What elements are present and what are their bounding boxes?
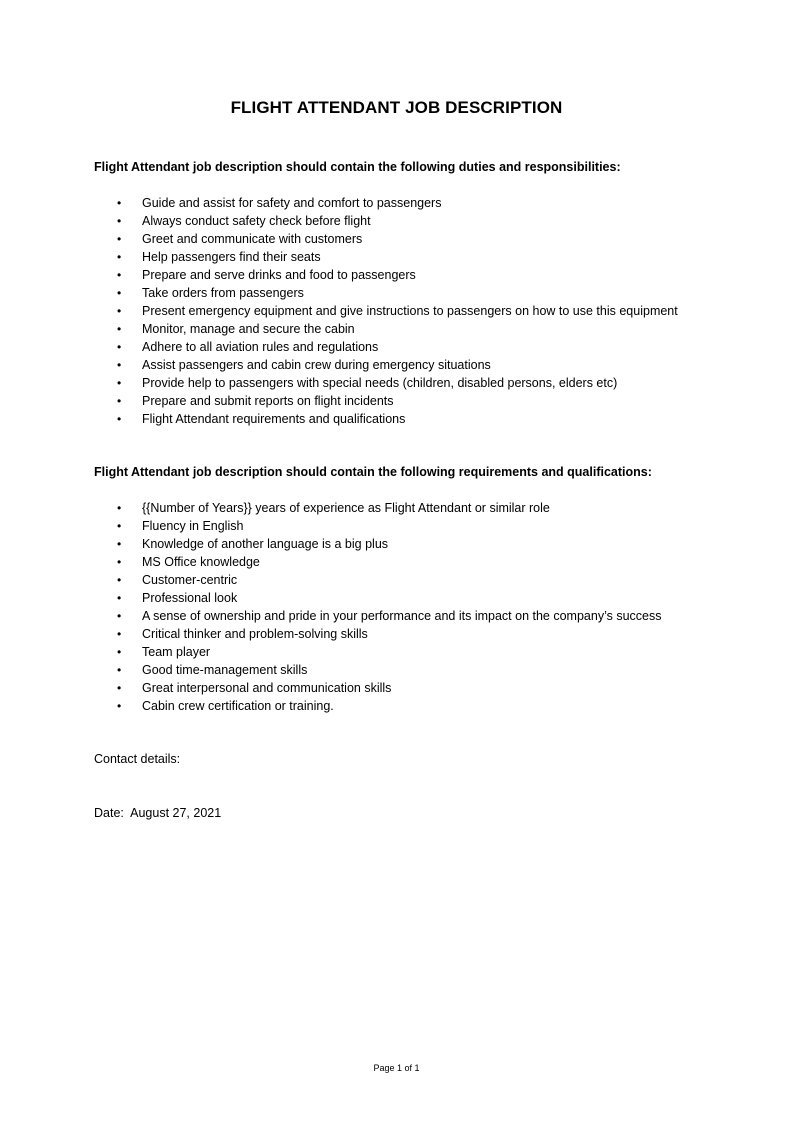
list-item-text: MS Office knowledge xyxy=(142,555,260,569)
duties-list xyxy=(0,194,793,428)
list-item-text: Knowledge of another language is a big plus xyxy=(142,537,389,551)
bullet-icon: • xyxy=(117,286,122,300)
duty-item xyxy=(0,212,793,230)
list-item-text: Good time-management skills xyxy=(142,663,308,677)
bullet-icon: • xyxy=(117,609,122,623)
requirement-item xyxy=(0,517,793,535)
requirement-item xyxy=(0,697,793,715)
requirement-item xyxy=(0,679,793,697)
duty-item xyxy=(0,410,793,428)
bullet-icon: • xyxy=(117,412,122,426)
requirement-item xyxy=(0,661,793,679)
duty-item xyxy=(0,374,793,392)
list-item-text: A sense of ownership and pride in your performance and its impact on the company’s success xyxy=(142,609,662,623)
list-item-text: Guide and assist for safety and comfort to passengers xyxy=(142,196,442,210)
list-item-text: Flight Attendant requirements and qualifications xyxy=(142,412,406,426)
requirement-item xyxy=(0,607,793,625)
bullet-icon: • xyxy=(117,591,122,605)
bullet-icon: • xyxy=(117,304,122,318)
requirement-item xyxy=(0,643,793,661)
requirements-list xyxy=(0,499,793,715)
list-item-text: Customer-centric xyxy=(142,573,238,587)
list-item-text: Provide help to passengers with special needs (children, disabled persons, elders etc) xyxy=(142,376,618,390)
list-item-text: Professional look xyxy=(142,591,238,605)
requirement-item xyxy=(0,589,793,607)
list-item-text: Greet and communicate with customers xyxy=(142,232,363,246)
requirement-item xyxy=(0,553,793,571)
requirement-item xyxy=(0,535,793,553)
bullet-icon: • xyxy=(117,232,122,246)
list-item-text: Team player xyxy=(142,645,211,659)
page-footer: Page 1 of 1 xyxy=(373,1063,420,1073)
bullet-icon: • xyxy=(117,699,122,713)
bullet-icon: • xyxy=(117,340,122,354)
duty-item xyxy=(0,248,793,266)
list-item-text: Prepare and submit reports on flight incidents xyxy=(142,394,394,408)
list-item-text: {{Number of Years}} years of experience as Flight Attendant or similar role xyxy=(142,501,550,515)
bullet-icon: • xyxy=(117,358,122,372)
duty-item xyxy=(0,302,793,320)
bullet-icon: • xyxy=(117,214,122,228)
list-item-text: Assist passengers and cabin crew during emergency situations xyxy=(142,358,491,372)
bullet-icon: • xyxy=(117,627,122,641)
bullet-icon: • xyxy=(117,555,122,569)
duty-item xyxy=(0,356,793,374)
requirement-item xyxy=(0,625,793,643)
duty-item xyxy=(0,338,793,356)
list-item-text: Fluency in English xyxy=(142,519,244,533)
bullet-icon: • xyxy=(117,250,122,264)
duty-item xyxy=(0,320,793,338)
bullet-icon: • xyxy=(117,322,122,336)
list-item-text: Help passengers find their seats xyxy=(142,250,321,264)
requirement-item xyxy=(0,571,793,589)
bullet-icon: • xyxy=(117,519,122,533)
requirement-item xyxy=(0,499,793,517)
list-item-text: Take orders from passengers xyxy=(142,286,304,300)
list-item-text: Always conduct safety check before flight xyxy=(142,214,371,228)
duties-heading: Flight Attendant job description should contain the following duties and responsibilities: xyxy=(94,160,621,174)
duty-item xyxy=(0,392,793,410)
date-line: Date: August 27, 2021 xyxy=(94,806,222,820)
bullet-icon: • xyxy=(117,573,122,587)
list-item-text: Great interpersonal and communication skills xyxy=(142,681,392,695)
page-title: FLIGHT ATTENDANT JOB DESCRIPTION xyxy=(230,98,563,117)
list-item-text: Critical thinker and problem-solving skills xyxy=(142,627,368,641)
list-item-text: Monitor, manage and secure the cabin xyxy=(142,322,355,336)
list-item-text: Present emergency equipment and give instructions to passengers on how to use this equipment xyxy=(142,304,678,318)
list-item-text: Prepare and serve drinks and food to passengers xyxy=(142,268,416,282)
bullet-icon: • xyxy=(117,501,122,515)
bullet-icon: • xyxy=(117,537,122,551)
duty-item xyxy=(0,230,793,248)
list-item-text: Cabin crew certification or training. xyxy=(142,699,334,713)
requirements-heading: Flight Attendant job description should contain the following requirements and qualifications: xyxy=(94,465,652,479)
bullet-icon: • xyxy=(117,268,122,282)
bullet-icon: • xyxy=(117,663,122,677)
bullet-icon: • xyxy=(117,645,122,659)
bullet-icon: • xyxy=(117,196,122,210)
list-item-text: Adhere to all aviation rules and regulations xyxy=(142,340,379,354)
bullet-icon: • xyxy=(117,394,122,408)
contact-details-label: Contact details: xyxy=(94,752,181,766)
duty-item xyxy=(0,284,793,302)
bullet-icon: • xyxy=(117,376,122,390)
duty-item xyxy=(0,194,793,212)
duty-item xyxy=(0,266,793,284)
bullet-icon: • xyxy=(117,681,122,695)
